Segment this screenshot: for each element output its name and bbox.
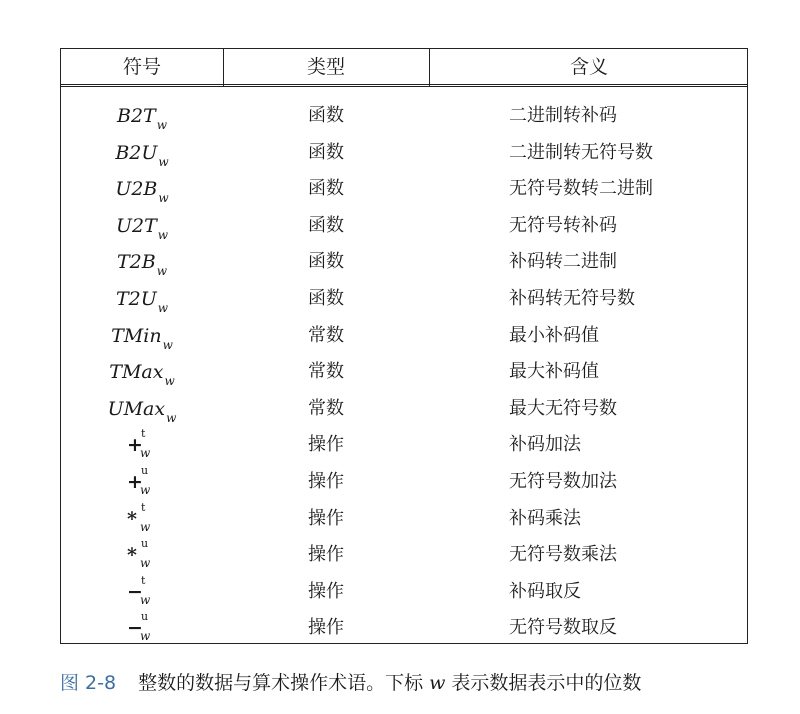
type-cell: 函数 (308, 251, 344, 273)
symbol-name: TMin (111, 324, 162, 347)
header-type: 类型 (306, 56, 345, 78)
symbol-cell (61, 611, 223, 648)
table-row (61, 282, 747, 319)
table-row (61, 136, 747, 173)
table-header (61, 49, 747, 87)
symbol-name: U2T (115, 214, 157, 237)
symbol-subscript: w (158, 154, 169, 169)
type-cell: 常数 (308, 361, 344, 383)
operator-subscript: w (140, 629, 151, 644)
operator-glyph: + (127, 434, 143, 457)
meaning-cell: 补码转二进制 (509, 251, 617, 273)
meaning-cell: 补码乘法 (509, 507, 581, 529)
symbol-subscript: w (158, 191, 169, 206)
symbol-cell (61, 319, 223, 356)
operator-superscript: u (141, 537, 149, 551)
symbol-cell (61, 282, 223, 319)
table-row (61, 611, 747, 648)
table-row (61, 392, 747, 429)
symbol-name: UMax (107, 397, 166, 420)
caption-text-after: 表示数据表示中的位数 (445, 672, 642, 694)
meaning-cell: 无符号数加法 (509, 470, 617, 492)
operator-superscript: t (141, 500, 146, 514)
type-cell: 操作 (308, 617, 344, 639)
meaning-cell: 最小补码值 (509, 324, 599, 346)
table-row (61, 575, 747, 612)
type-cell: 函数 (308, 178, 344, 200)
symbol-subscript: w (157, 227, 169, 242)
table-row (61, 172, 747, 209)
symbol-cell (61, 172, 223, 209)
meaning-cell: 最大无符号数 (509, 397, 617, 419)
symbol-name: T2B (116, 251, 156, 274)
meaning-cell: 补码取反 (509, 580, 581, 602)
type-cell: 函数 (308, 214, 344, 236)
header-symbol: 符号 (122, 56, 161, 78)
symbol-cell (61, 136, 223, 173)
terminology-table (60, 48, 748, 644)
type-cell: 常数 (308, 397, 344, 419)
symbol-cell (61, 99, 223, 136)
table-row (61, 319, 747, 356)
operator-glyph: + (127, 470, 143, 493)
symbol-name: B2T (116, 105, 156, 127)
operator-superscript: u (141, 610, 149, 624)
type-cell: 操作 (308, 507, 344, 529)
table-row (61, 209, 747, 246)
table-row (61, 245, 747, 282)
symbol-subscript: w (166, 410, 177, 425)
symbol-subscript: w (164, 374, 175, 389)
table-row (61, 99, 747, 136)
symbol-cell (61, 245, 223, 282)
symbol-subscript: w (162, 337, 173, 352)
operator-superscript: t (141, 427, 146, 441)
operator-subscript: w (140, 556, 151, 571)
operator-glyph: − (127, 617, 143, 640)
symbol-subscript: w (156, 264, 167, 279)
type-cell: 操作 (308, 544, 344, 566)
meaning-cell: 无符号数取反 (509, 617, 617, 639)
operator-subscript: w (140, 446, 151, 461)
symbol-cell (61, 209, 223, 246)
meaning-cell: 无符号转补码 (509, 214, 617, 236)
operator-subscript: w (140, 482, 151, 497)
symbol-name: T2U (115, 287, 157, 310)
meaning-cell: 无符号数转二进制 (509, 178, 653, 200)
table-row (61, 428, 747, 465)
type-cell: 函数 (308, 141, 344, 163)
operator-superscript: t (141, 573, 146, 587)
meaning-cell: 二进制转无符号数 (509, 141, 653, 163)
meaning-cell: 二进制转补码 (509, 105, 617, 126)
meaning-cell: 无符号数乘法 (509, 544, 617, 566)
table-row (61, 465, 747, 502)
symbol-subscript: w (157, 300, 169, 315)
type-cell: 操作 (308, 580, 344, 602)
symbol-cell (61, 355, 223, 392)
figure-number: 图 2-8 (60, 672, 117, 694)
type-cell: 函数 (308, 287, 344, 309)
symbol-name: TMax (109, 361, 164, 384)
symbol-name: B2U (115, 141, 158, 164)
table-body (61, 99, 747, 648)
operator-subscript: w (140, 592, 151, 607)
symbol-subscript: w (156, 118, 167, 132)
operator-glyph: * (127, 544, 137, 567)
type-cell: 函数 (308, 105, 344, 126)
figure-caption (60, 668, 760, 695)
type-cell: 常数 (308, 324, 344, 346)
table-row (61, 355, 747, 392)
meaning-cell: 补码加法 (509, 434, 581, 456)
type-cell: 操作 (308, 434, 344, 456)
meaning-cell: 补码转无符号数 (509, 287, 635, 309)
operator-superscript: u (141, 463, 149, 477)
table-row (61, 502, 747, 539)
operator-symbol (127, 611, 157, 645)
meaning-cell: 最大补码值 (509, 361, 599, 383)
operator-subscript: w (140, 519, 151, 534)
header-meaning: 含义 (569, 56, 608, 78)
caption-text-before: 整数的数据与算术操作术语。下标 (138, 672, 430, 694)
table-row (61, 538, 747, 575)
caption-variable: w (429, 672, 446, 694)
operator-glyph: − (127, 580, 143, 603)
symbol-name: U2B (115, 178, 158, 201)
operator-glyph: * (127, 507, 137, 530)
type-cell: 操作 (308, 470, 344, 492)
